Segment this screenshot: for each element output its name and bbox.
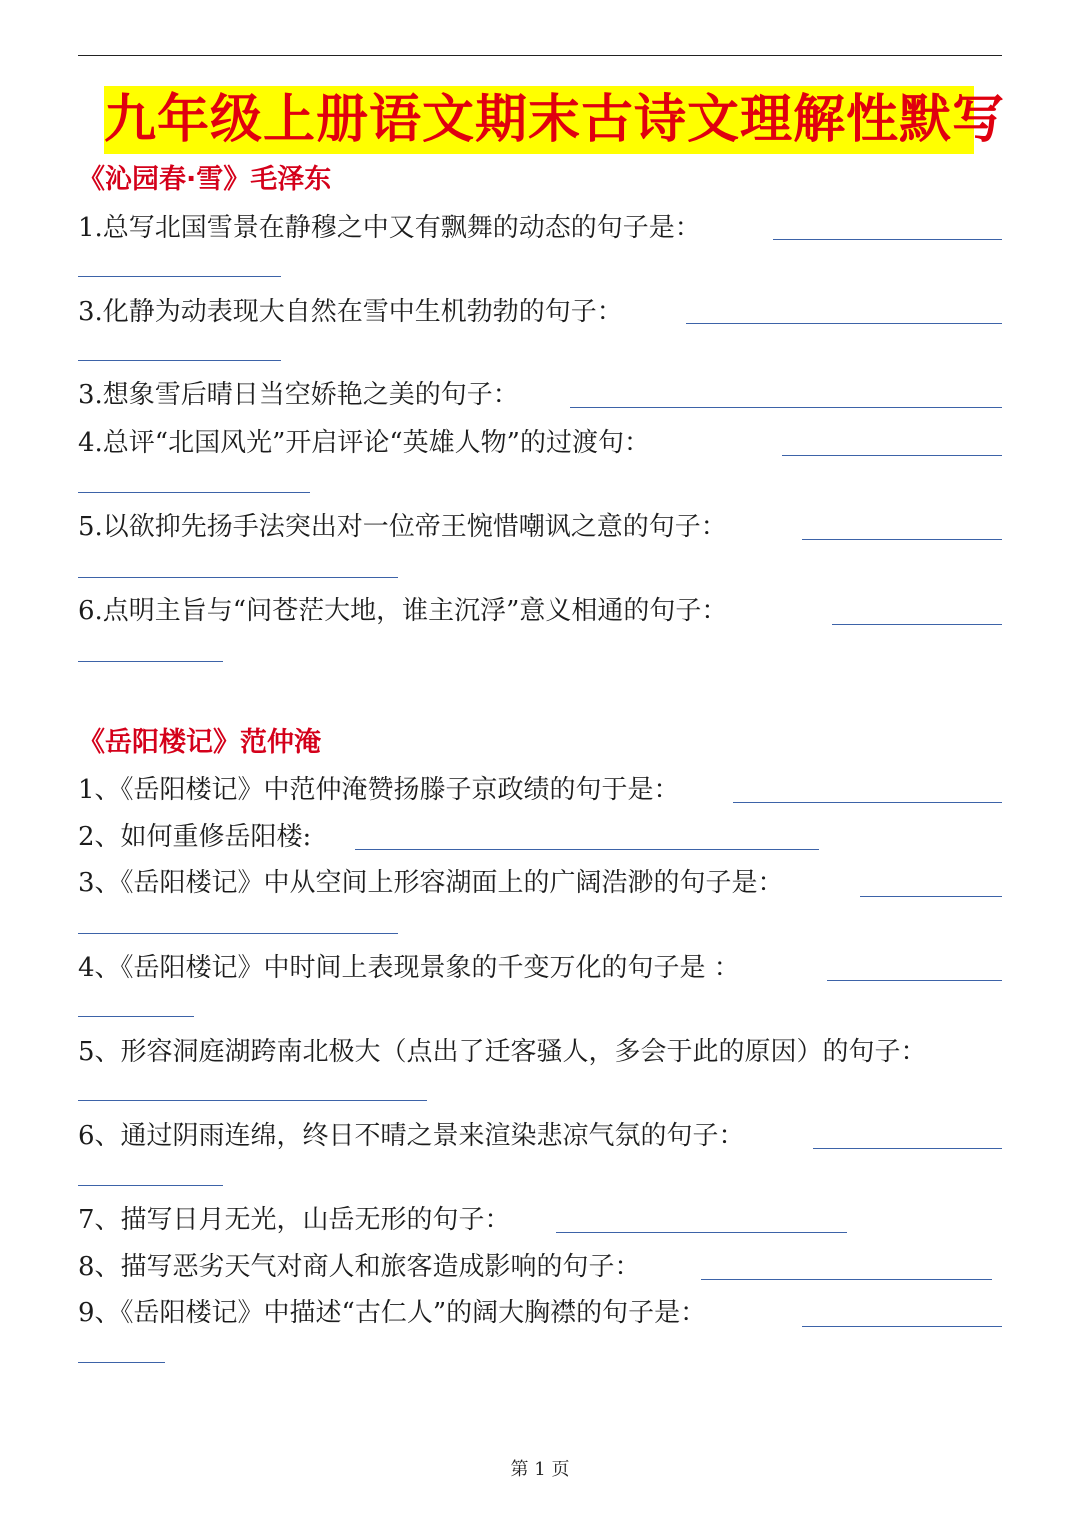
section-heading-yueyanglouji: 《岳阳楼记》范仲淹 bbox=[78, 727, 321, 758]
answer-blank[interactable] bbox=[733, 802, 1002, 803]
answer-blank[interactable] bbox=[556, 1232, 847, 1233]
answer-blank[interactable] bbox=[78, 1362, 165, 1363]
answer-blank[interactable] bbox=[773, 239, 1002, 240]
question-text: 3、《岳阳楼记》中从空间上形容湖面上的广阔浩渺的句子是： bbox=[78, 868, 784, 898]
answer-blank[interactable] bbox=[78, 276, 281, 277]
answer-blank[interactable] bbox=[78, 1016, 194, 1017]
answer-blank[interactable] bbox=[78, 492, 310, 493]
question-text: 2、如何重修岳阳楼: bbox=[78, 822, 312, 852]
question-text: 6.点明主旨与“问苍茫大地，谁主沉浮”意义相通的句子： bbox=[78, 596, 728, 626]
answer-blank[interactable] bbox=[802, 539, 1002, 540]
page-title: 九年级上册语文期末古诗文理解性默写 bbox=[104, 90, 1006, 150]
answer-blank[interactable] bbox=[827, 980, 1002, 981]
answer-blank[interactable] bbox=[860, 896, 1002, 897]
answer-blank[interactable] bbox=[701, 1279, 992, 1280]
answer-blank[interactable] bbox=[78, 577, 398, 578]
answer-blank[interactable] bbox=[78, 360, 281, 361]
title-highlight bbox=[104, 86, 1006, 154]
answer-blank[interactable] bbox=[78, 933, 398, 934]
question-text: 7、描写日月无光，山岳无形的句子： bbox=[78, 1205, 511, 1235]
question-text: 9、《岳阳楼记》中描述“古仁人”的阔大胸襟的句子是： bbox=[78, 1298, 707, 1328]
question-text: 5.以欲抑先扬手法突出对一位帝王惋惜嘲讽之意的句子： bbox=[78, 512, 727, 542]
question-text: 1、《岳阳楼记》中范仲淹赞扬滕子京政绩的句于是： bbox=[78, 775, 680, 805]
answer-blank[interactable] bbox=[78, 661, 223, 662]
question-text: 4、《岳阳楼记》中时间上表现景象的千变万化的句子是 ： bbox=[78, 953, 740, 983]
answer-blank[interactable] bbox=[570, 407, 1002, 408]
top-rule bbox=[78, 55, 1002, 56]
question-text: 1.总写北国雪景在静穆之中又有飘舞的动态的句子是： bbox=[78, 213, 701, 243]
answer-blank[interactable] bbox=[78, 1100, 427, 1101]
answer-blank[interactable] bbox=[686, 323, 1002, 324]
question-text: 4.总评“北国风光”开启评论“英雄人物”的过渡句： bbox=[78, 428, 650, 458]
answer-blank[interactable] bbox=[802, 1326, 1002, 1327]
answer-blank[interactable] bbox=[78, 1185, 223, 1186]
section-heading-qinyuanchun: 《沁园春·雪》毛泽东 bbox=[78, 164, 332, 195]
page-number: 第 1 页 bbox=[510, 1459, 570, 1480]
question-text: 5、形容洞庭湖跨南北极大（点出了迁客骚人，多会于此的原因）的句子： bbox=[78, 1037, 927, 1067]
question-text: 8、描写恶劣天气对商人和旅客造成影响的句子： bbox=[78, 1252, 641, 1282]
answer-blank[interactable] bbox=[355, 849, 819, 850]
question-text: 6、通过阴雨连绵，终日不晴之景来渲染悲凉气氛的句子： bbox=[78, 1121, 745, 1151]
question-text: 3.化静为动表现大自然在雪中生机勃勃的句子： bbox=[78, 297, 623, 327]
answer-blank[interactable] bbox=[832, 624, 1002, 625]
answer-blank[interactable] bbox=[813, 1148, 1002, 1149]
answer-blank[interactable] bbox=[782, 455, 1002, 456]
question-text: 3.想象雪后晴日当空娇艳之美的句子： bbox=[78, 380, 519, 410]
